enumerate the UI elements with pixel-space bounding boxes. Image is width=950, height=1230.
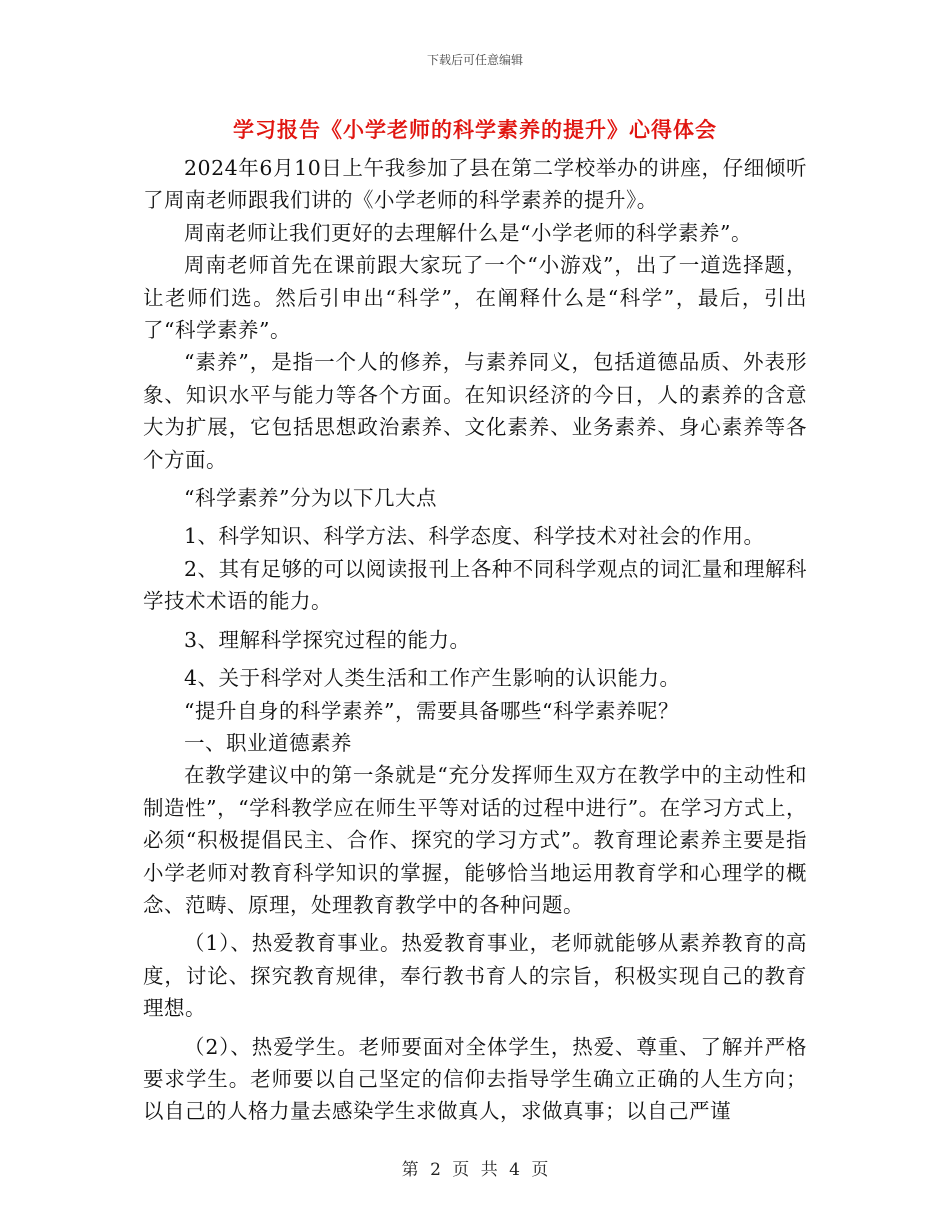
header-note: 下载后可任意编辑 xyxy=(426,53,523,67)
list-item-3: 3、理解科学探究过程的能力。 xyxy=(184,627,471,652)
paragraph-item-2: （2）、热爱学生。老师要面对全体学生，热爱、尊重、了解并严格要求学生。老师要以自己坚定的信仰去指导学生确立正确的人生方向；以自己的人格力量去感染学生求做真人，求做真事；以自己严谨 xyxy=(143,1034,807,1124)
list-item-4: 4、关于科学对人类生活和工作产生影响的认识能力。 xyxy=(184,666,681,691)
paragraph-2: 周南老师让我们更好的去理解什么是“小学老师的科学素养”。 xyxy=(184,220,752,245)
paragraph-4: “素养”，是指一个人的修养，与素养同义，包括道德品质、外表形象、知识水平与能力等各个方面。在知识经济的今日，人的素养的含意大为扩展，它包括思想政治素养、文化素养、业务素养、身心素养等各个方面。 xyxy=(143,350,807,472)
section-heading: 一、职业道德素养 xyxy=(184,730,352,755)
list-item-2: 2、其有足够的可以阅读报刊上各种不同科学观点的词汇量和理解科学技术术语的能力。 xyxy=(143,556,807,614)
paragraph-5: “科学素养”分为以下几大点 xyxy=(184,486,437,511)
paragraph-3: 周南老师首先在课前跟大家玩了一个“小游戏”，出了一道选择题，让老师们选。然后引申出“科学”，在阐释什么是“科学”，最后，引出了“科学素养”。 xyxy=(143,253,807,343)
paragraph-1: 2024年6月10日上午我参加了县在第二学校举办的讲座，仔细倾听了周南老师跟我们讲的《小学老师的科学素养的提升》。 xyxy=(143,156,807,213)
paragraph-teaching: 在教学建议中的第一条就是“充分发挥师生双方在教学中的主动性和制造性”，“学科教学应在师生平等对话的过程中进行”。在学习方式上，必须“积极提倡民主、合作、探究的学习方式”。教育理论素养主要是指小学老师对教育科学知识的掌握，能够恰当地运用教育学和心理学的概念、范畴、原理，处理教育教学中的各种问题。 xyxy=(143,763,807,917)
paragraph-item-1: （1）、热爱教育事业。热爱教育事业，老师就能够从素养教育的高度，讨论、探究教育规律，奉行教书育人的宗旨，积极实现自己的教育理想。 xyxy=(143,931,807,1021)
page-number: 第 2 页 共 4 页 xyxy=(401,1160,549,1180)
list-item-1: 1、科学知识、科学方法、科学态度、科学技术对社会的作用。 xyxy=(184,524,765,549)
document-body xyxy=(143,152,807,1128)
document-title: 学习报告《小学老师的科学素养的提升》心得体会 xyxy=(233,117,717,142)
paragraph-question: “提升自身的科学素养”，需要具备哪些“科学素养呢？ xyxy=(184,698,679,723)
